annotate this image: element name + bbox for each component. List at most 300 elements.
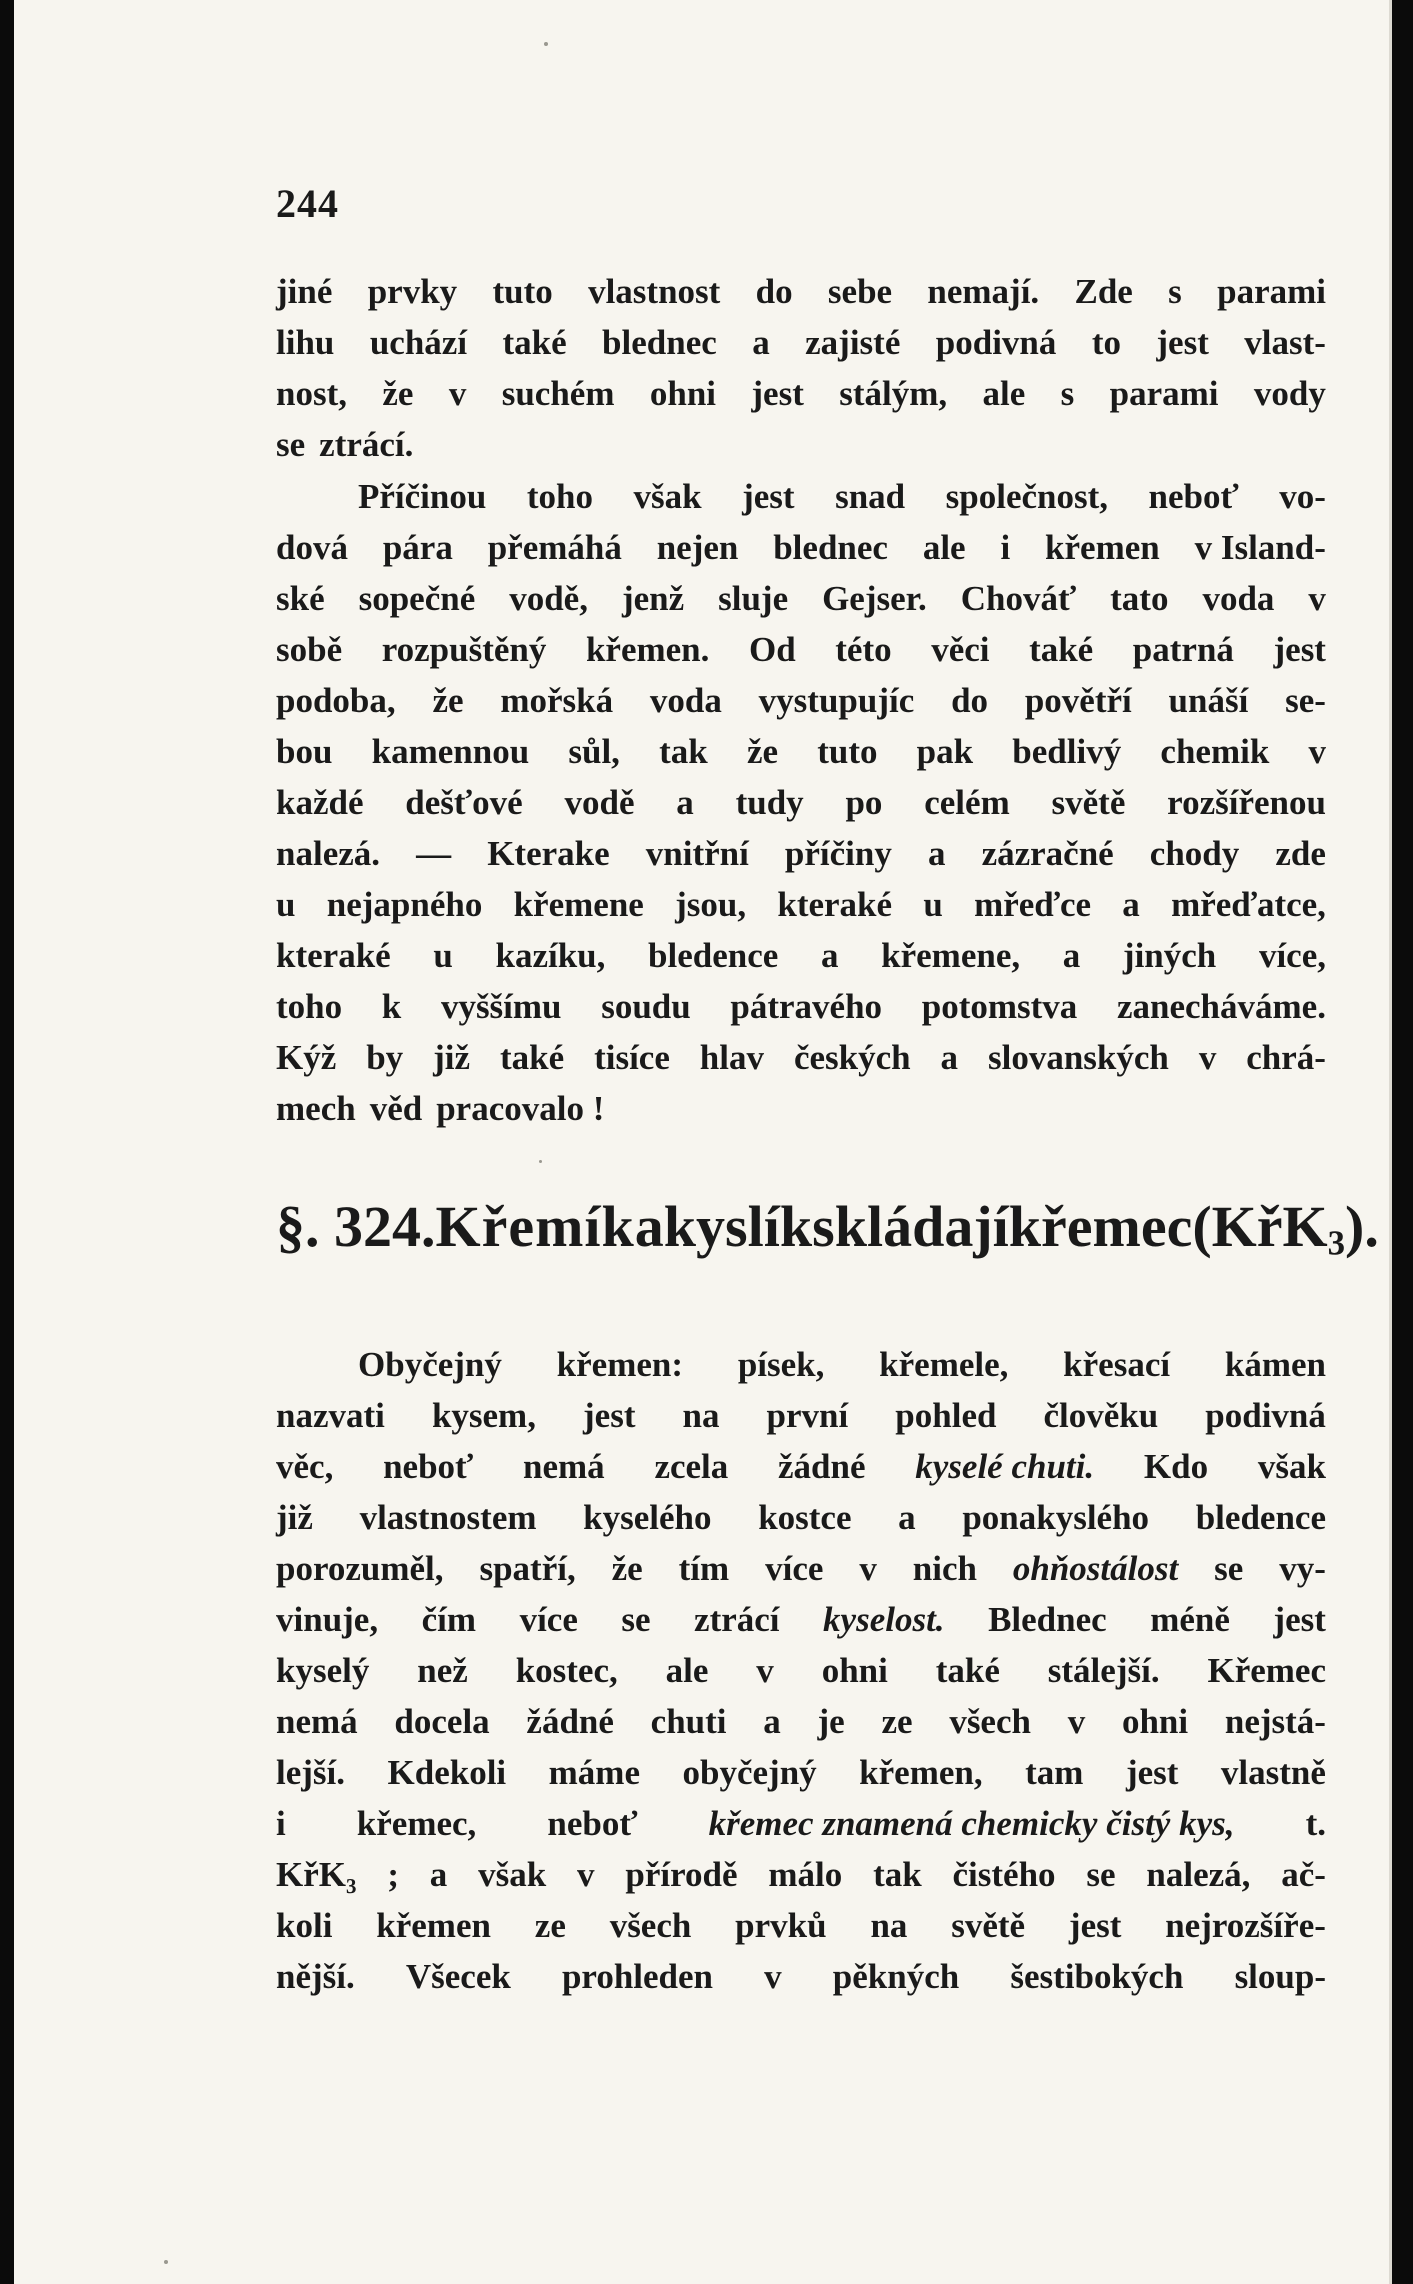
word: vo- (1279, 477, 1326, 516)
word: kyselý (276, 1651, 370, 1690)
text-line (276, 1600, 1326, 1651)
word: ohni (1121, 1702, 1189, 1741)
paragraph-3 (276, 1345, 1326, 2008)
word: jiné (276, 272, 333, 311)
word: Chováť (960, 579, 1077, 618)
word: stálejší. (1047, 1651, 1160, 1690)
word: sluje (718, 579, 789, 618)
text-line (276, 1957, 1326, 2008)
word: u (433, 936, 453, 975)
word: však (478, 1855, 547, 1894)
word: Zde (1074, 272, 1133, 311)
word: po (845, 783, 883, 822)
text-line (276, 1906, 1326, 1957)
word: více (519, 1600, 578, 1639)
word: povětří (1024, 681, 1132, 720)
word: bledence (1195, 1498, 1326, 1537)
word: potomstva (921, 987, 1078, 1026)
word: tudy (735, 783, 804, 822)
text-line (276, 732, 1326, 783)
text-line (276, 1498, 1326, 1549)
word: nemají. (927, 272, 1040, 311)
word: v (448, 374, 467, 413)
word: kyselost. (823, 1600, 945, 1639)
word: vodě, (509, 579, 588, 618)
word: spatří, (479, 1549, 576, 1588)
word: málo (768, 1855, 843, 1894)
word: zde (1275, 834, 1326, 873)
heading-word: Křemík (435, 1194, 635, 1259)
word: nější. (276, 1957, 355, 1996)
word: vody (1253, 374, 1326, 413)
word: zázračné (981, 834, 1114, 873)
word: společnost, (945, 477, 1109, 516)
text-line (276, 885, 1326, 936)
word: a (752, 323, 770, 362)
text-line (276, 528, 1326, 579)
text-line (276, 1038, 1326, 1089)
word: chuti (650, 1702, 727, 1741)
word: věd (369, 1089, 423, 1128)
word: v (764, 1957, 782, 1996)
word: čistého (952, 1855, 1056, 1894)
word: — (416, 834, 452, 873)
word: také (499, 1038, 565, 1077)
word: nich (912, 1549, 977, 1588)
word: také (502, 323, 567, 362)
word: docela (394, 1702, 490, 1741)
text-line (276, 1345, 1326, 1396)
word: voda (649, 681, 722, 720)
word: Kýž (276, 1038, 337, 1077)
word: více (765, 1549, 824, 1588)
word: že (746, 732, 779, 771)
word: koli (276, 1906, 333, 1945)
word: celém (924, 783, 1010, 822)
word: vinuje, (276, 1600, 379, 1639)
word: prvky (367, 272, 458, 311)
word: toho (526, 477, 593, 516)
word: nazvati (276, 1396, 385, 1435)
word: tak (659, 732, 708, 771)
word: člověku (1043, 1396, 1159, 1435)
word: blednec (602, 323, 717, 362)
chemical-formula: (KřK$_3$). (1192, 1194, 1379, 1263)
word: patrná (1132, 630, 1234, 669)
word: tím (678, 1549, 730, 1588)
word: bedlivý (1012, 732, 1122, 771)
word: Kdo (1143, 1447, 1209, 1486)
word: v Island- (1194, 528, 1326, 567)
heading-word: a (634, 1194, 664, 1259)
word: vlastnostem (359, 1498, 537, 1537)
word: i (1000, 528, 1011, 567)
word: věc, (276, 1447, 334, 1486)
word: zajisté (805, 323, 901, 362)
word: vystupujíc (758, 681, 915, 720)
word: je (817, 1702, 845, 1741)
word: Všecek (405, 1957, 511, 1996)
word: s (1060, 374, 1075, 413)
word: písek, (737, 1345, 825, 1384)
word: v (1198, 1038, 1217, 1077)
text-line (276, 1089, 1326, 1140)
word: Křemec (1207, 1651, 1326, 1690)
word: unáší (1168, 681, 1249, 720)
word: se (1086, 1855, 1116, 1894)
word: toho (276, 987, 343, 1026)
word: křesací (1063, 1345, 1171, 1384)
word: také (1029, 630, 1094, 669)
text-line (276, 630, 1326, 681)
word: jest (751, 374, 804, 413)
word: že (611, 1549, 643, 1588)
word: u (276, 885, 296, 924)
word: v (1308, 579, 1326, 618)
word: v (756, 1651, 774, 1690)
word: kostec, (515, 1651, 618, 1690)
word: kamennou (371, 732, 530, 771)
word: všech (949, 1702, 1031, 1741)
word: dová (276, 528, 348, 567)
word: pak (916, 732, 974, 771)
word: ztrácí (694, 1600, 780, 1639)
word: mořská (500, 681, 614, 720)
word: mřeďce (974, 885, 1092, 924)
word: bou (276, 732, 333, 771)
word: mech (276, 1089, 356, 1128)
word: to (1091, 323, 1121, 362)
word: lejší. (276, 1753, 346, 1792)
word: sobě (276, 630, 343, 669)
word: parami (1217, 272, 1326, 311)
word: vyššímu (440, 987, 562, 1026)
word: křemec znamená chemicky čistý kys, (708, 1804, 1235, 1843)
word: vodě (564, 783, 635, 822)
heading-word: kyslík (663, 1194, 813, 1259)
word: obyčejný (682, 1753, 817, 1792)
word: se (276, 425, 306, 464)
word: Obyčejný (358, 1345, 502, 1384)
word: vlast- (1244, 323, 1326, 362)
word: tisíce (594, 1038, 670, 1077)
text-line (276, 681, 1326, 732)
word: v (1067, 1702, 1086, 1741)
word: jest (1273, 1600, 1326, 1639)
word: nost, (276, 374, 347, 413)
word: více, (1258, 936, 1326, 975)
text-line (276, 1804, 1326, 1855)
word: porozuměl, (276, 1549, 444, 1588)
word: kámen (1224, 1345, 1326, 1384)
word: jsou, (675, 885, 747, 924)
text-line (276, 987, 1326, 1038)
heading-word: křemec (1008, 1194, 1193, 1259)
word: k (381, 987, 402, 1026)
word: suchém (501, 374, 615, 413)
word: ze (534, 1906, 566, 1945)
word: kteraké (276, 936, 391, 975)
word: že (382, 374, 414, 413)
word: vnitřní (645, 834, 749, 873)
word: pěkných (832, 1957, 960, 1996)
word: ale (665, 1651, 709, 1690)
word: kazíku, (495, 936, 606, 975)
word: českých (793, 1038, 911, 1077)
word: podivná (1205, 1396, 1326, 1435)
text-line (276, 1702, 1326, 1753)
word: prvků (735, 1906, 827, 1945)
word: ze (881, 1702, 913, 1741)
word: ; (387, 1855, 399, 1894)
text-line (276, 936, 1326, 987)
word: v (1308, 732, 1326, 771)
word: Kterake (487, 834, 610, 873)
text-line (276, 477, 1326, 528)
word: křemen (376, 1906, 491, 1945)
word: chemik (1160, 732, 1270, 771)
word: jest (1156, 323, 1209, 362)
word: nejen (656, 528, 739, 567)
word: nalezá. (276, 834, 381, 873)
word: vlastnost (588, 272, 721, 311)
word: nemá (523, 1447, 605, 1486)
word: přemáhá (487, 528, 622, 567)
word: slovanských (987, 1038, 1169, 1077)
word: světě (951, 1906, 1026, 1945)
word: všech (609, 1906, 692, 1945)
word: křemen (1045, 528, 1160, 567)
text-line (276, 834, 1326, 885)
word: nejapného (326, 885, 483, 924)
word: každé (276, 783, 364, 822)
word: lihu (276, 323, 335, 362)
text-line (276, 1447, 1326, 1498)
word: uchází (369, 323, 468, 362)
word: neboť (1148, 477, 1239, 516)
word: jest (1273, 630, 1326, 669)
word: sloup- (1234, 1957, 1326, 1996)
word: chody (1149, 834, 1240, 873)
paragraph-1 (276, 272, 1326, 476)
heading-word: skládají (812, 1194, 1009, 1259)
word: v (577, 1855, 595, 1894)
word: Gejser. (822, 579, 927, 618)
word: pohled (895, 1396, 997, 1435)
word: jest (1068, 1906, 1122, 1945)
word: do (951, 681, 989, 720)
word: ohňostálost (1012, 1549, 1179, 1588)
word: křemene (513, 885, 644, 924)
word: tuto (492, 272, 553, 311)
section-number: §. 324. (276, 1194, 436, 1259)
word: a (1122, 885, 1140, 924)
word: první (766, 1396, 849, 1435)
word: kostce (758, 1498, 852, 1537)
text-line (276, 272, 1326, 323)
word: křemele, (879, 1345, 1009, 1384)
word: pára (382, 528, 453, 567)
word: již (276, 1498, 313, 1537)
word: t. (1305, 1804, 1326, 1843)
word: nemá (276, 1702, 358, 1741)
word: ale (982, 374, 1026, 413)
word: a (429, 1855, 448, 1894)
text-line (276, 1855, 1326, 1906)
word: křemen. (585, 630, 710, 669)
word: a (763, 1702, 781, 1741)
text-line (276, 783, 1326, 834)
word: křemene, (881, 936, 1021, 975)
word: však (1257, 1447, 1326, 1486)
word: podoba, (276, 681, 396, 720)
word: křemen, (859, 1753, 983, 1792)
word: čím (421, 1600, 477, 1639)
word: bledence (648, 936, 779, 975)
text-line (276, 425, 1326, 476)
word: křemec, (356, 1804, 477, 1843)
word: tak (873, 1855, 922, 1894)
word: a (676, 783, 694, 822)
text-line (276, 1753, 1326, 1804)
word: žádné (778, 1447, 866, 1486)
word: kteraké (777, 885, 893, 924)
word: ohni (821, 1651, 888, 1690)
word: tato (1110, 579, 1169, 618)
word: tam (1025, 1753, 1084, 1792)
word: také (935, 1651, 1000, 1690)
word: s (1168, 272, 1182, 311)
word: podivná (935, 323, 1057, 362)
word: do (755, 272, 793, 311)
word: KřK₃ (276, 1855, 357, 1894)
paragraph-2 (276, 477, 1326, 1140)
word: rozšířenou (1167, 783, 1326, 822)
word: u (923, 885, 943, 924)
word: se (1214, 1549, 1244, 1588)
word: jenž (621, 579, 685, 618)
paper-speck (164, 2260, 168, 2264)
word: snad (835, 477, 906, 516)
word: nalezá, (1146, 1855, 1251, 1894)
word: méně (1150, 1600, 1230, 1639)
word: mřeďatce, (1171, 885, 1326, 924)
word: stálým, (839, 374, 948, 413)
word: blednec (773, 528, 888, 567)
word: kyselé chuti. (915, 1447, 1095, 1486)
word: ohni (649, 374, 717, 413)
paper-speck (539, 1160, 542, 1163)
word: jest (1125, 1753, 1179, 1792)
word: by (366, 1038, 404, 1077)
word: nejstá- (1224, 1702, 1326, 1741)
word: chrá- (1246, 1038, 1326, 1077)
word: příčiny (784, 834, 892, 873)
text-line (276, 374, 1326, 425)
word: pracovalo ! (436, 1089, 605, 1128)
word: Kdekoli (387, 1753, 507, 1792)
word: světě (1051, 783, 1126, 822)
word: a (940, 1038, 959, 1077)
text-line (276, 1651, 1326, 1702)
page-number: 244 (276, 181, 339, 226)
text-line (276, 1396, 1326, 1447)
word: v (859, 1549, 877, 1588)
word: prohleden (561, 1957, 714, 1996)
word: na (682, 1396, 720, 1435)
word: a (898, 1498, 916, 1537)
word: nejrozšíře- (1165, 1906, 1326, 1945)
word: ale (922, 528, 966, 567)
word: dešťové (405, 783, 523, 822)
word: hlav (699, 1038, 764, 1077)
word: Od (748, 630, 796, 669)
word: věci (931, 630, 990, 669)
word: soudu (601, 987, 691, 1026)
word: parami (1109, 374, 1219, 413)
word: se- (1285, 681, 1326, 720)
word: ztrácí. (319, 425, 414, 464)
word: sopečné (358, 579, 476, 618)
word: zcela (654, 1447, 729, 1486)
word: křemen: (556, 1345, 684, 1384)
word: této (835, 630, 892, 669)
text-line (276, 323, 1326, 374)
word: na (870, 1906, 908, 1945)
word: i (276, 1804, 286, 1843)
word: máme (548, 1753, 641, 1792)
word: však (633, 477, 702, 516)
word: Příčinou (358, 477, 487, 516)
word: že (432, 681, 464, 720)
word: sebe (827, 272, 893, 311)
word: pátravého (730, 987, 883, 1026)
section-heading (276, 1193, 1379, 1264)
word: jest (583, 1396, 636, 1435)
book-page (14, 0, 1392, 2284)
word: Blednec (988, 1600, 1107, 1639)
word: šestibokých (1010, 1957, 1184, 1996)
word: a (1062, 936, 1081, 975)
word: zanecháváme. (1116, 987, 1326, 1026)
word: jest (742, 477, 795, 516)
word: a (820, 936, 839, 975)
word: voda (1202, 579, 1275, 618)
word: neboť (547, 1804, 638, 1843)
word: než (417, 1651, 468, 1690)
word: kysem, (431, 1396, 536, 1435)
word: přírodě (625, 1855, 738, 1894)
word: sůl, (568, 732, 620, 771)
word: jiných (1122, 936, 1217, 975)
word: tuto (817, 732, 878, 771)
word: se (621, 1600, 651, 1639)
text-line (276, 1549, 1326, 1600)
paper-speck (544, 42, 548, 46)
word: žádné (526, 1702, 614, 1741)
word: vlastně (1220, 1753, 1326, 1792)
word: kyselého (583, 1498, 712, 1537)
word: a (927, 834, 946, 873)
word: ské (276, 579, 325, 618)
word: ač- (1281, 1855, 1326, 1894)
word: rozpuštěný (381, 630, 547, 669)
word: ponakyslého (962, 1498, 1150, 1537)
text-line (276, 579, 1326, 630)
word: vy- (1279, 1549, 1326, 1588)
word: již (433, 1038, 471, 1077)
word: neboť (383, 1447, 474, 1486)
